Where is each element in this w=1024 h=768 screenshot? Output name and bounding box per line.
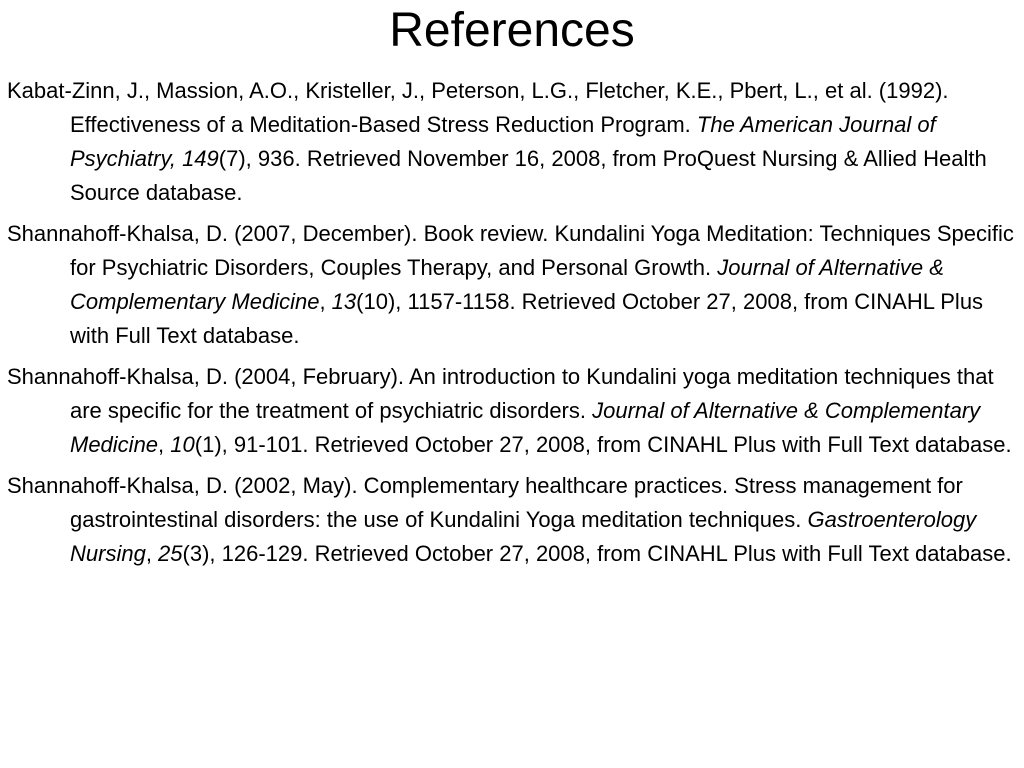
reference-journal: Gastroenterology Nursing (70, 507, 977, 566)
reference-item: Shannahoff-Khalsa, D. (2007, December). Book review. Kundalini Yoga Meditation: Techniques Specific for Psychiatric Disorders, Couples Therapy, and Personal Growth. Journal of Alternative & Complementary Medicine, 13(10), 1157-1158. Retrieved October 27, 2008, from CINAHL Plus with Full Text database. (7, 221, 1014, 348)
reference-rest: (10), 1157-1158. Retrieved October 27, 2008, from CINAHL Plus with Full Text database. (70, 289, 984, 348)
reference-authors-date: Shannahoff-Khalsa, D. (2007, December). Book review. Kundalini Yoga Meditation: Techniques Specific for Psychiatric Disorders, Couples Therapy, and Personal Growth. (7, 221, 1014, 280)
reference-item: Shannahoff-Khalsa, D. (2004, February). An introduction to Kundalini yoga meditation techniques that are specific for the treatment of psychiatric disorders. Journal of Alternative & Complementary Medicine, 10(1), 91-101. Retrieved October 27, 2008, from CINAHL Plus with Full Text database. (7, 364, 1012, 457)
reference-authors-date: Kabat-Zinn, J., Massion, A.O., Kristeller, J., Peterson, L.G., Fletcher, K.E., Pbert, L., et al. (1992). Effectiveness of a Meditation-Based Stress Reduction Program. (7, 78, 949, 137)
reference-rest: (7), 936. Retrieved November 16, 2008, from ProQuest Nursing & Allied Health Source database. (70, 146, 987, 205)
reference-authors-date: Shannahoff-Khalsa, D. (2004, February). An introduction to Kundalini yoga meditation techniques that are specific for the treatment of psychiatric disorders. (7, 364, 994, 423)
reference-list (7, 74, 1019, 578)
slide-title: References (389, 4, 635, 57)
reference-item (7, 74, 1019, 210)
reference-journal: Journal of Alternative & Complementary Medicine (70, 398, 981, 457)
reference-authors-date: Shannahoff-Khalsa, D. (2002, May). Complementary healthcare practices. Stress management for gastrointestinal disorders: the use of Kundalini Yoga meditation techniques. (7, 473, 963, 532)
reference-volume: 10 (170, 432, 195, 457)
reference-rest: (3), 126-129. Retrieved October 27, 2008, from CINAHL Plus with Full Text database. (182, 541, 1012, 566)
reference-rest: (1), 91-101. Retrieved October 27, 2008, from CINAHL Plus with Full Text database. (194, 432, 1012, 457)
reference-journal: The American Journal of Psychiatry, 149 (70, 112, 936, 171)
reference-volume: 13 (331, 289, 357, 314)
reference-journal: Journal of Alternative & Complementary Medicine (70, 255, 944, 314)
reference-item: Shannahoff-Khalsa, D. (2002, May). Complementary healthcare practices. Stress management for gastrointestinal disorders: the use of Kundalini Yoga meditation techniques. Gastroenterology Nursing, 25(3), 126-129. Retrieved October 27, 2008, from CINAHL Plus with Full Text database. (7, 473, 1012, 566)
reference-volume: 25 (158, 541, 183, 566)
